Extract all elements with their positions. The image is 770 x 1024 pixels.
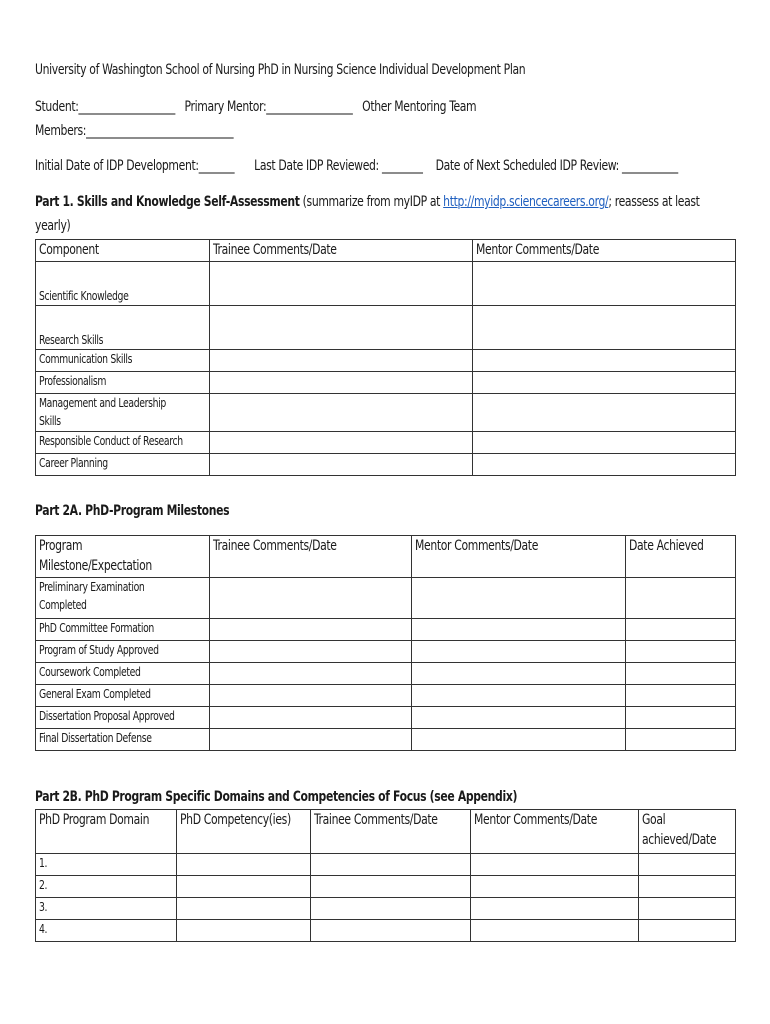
row-number: 3. <box>39 900 48 914</box>
row-label: Management and Leadership <box>39 396 166 410</box>
competency-cell[interactable] <box>177 920 311 942</box>
column-header: Mentor Comments/Date <box>474 812 598 828</box>
mentor-comment-cell[interactable] <box>473 454 736 476</box>
table-row <box>36 898 736 920</box>
date-achieved-cell[interactable] <box>626 641 736 663</box>
competency-cell[interactable] <box>177 854 311 876</box>
trainee-comment-cell[interactable] <box>210 619 412 641</box>
column-header: PhD Competency(ies) <box>180 812 291 828</box>
row-label: Responsible Conduct of Research <box>39 434 183 448</box>
myidp-link[interactable]: http://myidp.sciencecareers.org/ <box>443 194 609 210</box>
row-label: Career Planning <box>39 456 108 470</box>
column-header: Program <box>39 538 83 554</box>
row-label-cont: Skills <box>39 414 61 428</box>
table-row <box>36 578 736 619</box>
last-reviewed-field: Last Date IDP Reviewed: ________ <box>254 158 423 174</box>
mentor-comment-cell[interactable] <box>412 578 626 619</box>
dates-line <box>35 158 678 174</box>
table-row <box>36 432 736 454</box>
trainee-comment-cell[interactable] <box>210 578 412 619</box>
row-label: General Exam Completed <box>39 687 151 701</box>
mentor-comment-cell[interactable] <box>473 350 736 372</box>
date-achieved-cell[interactable] <box>626 619 736 641</box>
trainee-comment-cell[interactable] <box>210 454 473 476</box>
date-achieved-cell[interactable] <box>626 707 736 729</box>
table-row <box>36 394 736 432</box>
part1-heading <box>35 194 700 210</box>
mentor-comment-cell[interactable] <box>471 920 639 942</box>
mentor-comment-cell[interactable] <box>412 729 626 751</box>
mentor-comment-cell[interactable] <box>471 854 639 876</box>
mentor-comment-cell[interactable] <box>412 685 626 707</box>
row-label: Preliminary Examination <box>39 580 145 594</box>
row-label: Research Skills <box>39 333 104 347</box>
mentor-comment-cell[interactable] <box>471 876 639 898</box>
part2b-heading <box>35 789 517 805</box>
mentor-comment-cell[interactable] <box>412 619 626 641</box>
date-achieved-cell[interactable] <box>626 729 736 751</box>
trainee-comment-cell[interactable] <box>210 663 412 685</box>
mentor-comment-cell[interactable] <box>412 641 626 663</box>
trainee-comment-cell[interactable] <box>210 729 412 751</box>
part1-heading-post: ; reassess at least <box>608 194 700 210</box>
row-label-cont: Completed <box>39 598 87 612</box>
date-achieved-cell[interactable] <box>626 663 736 685</box>
mentor-comment-cell[interactable] <box>473 432 736 454</box>
mentor-comment-cell[interactable] <box>473 306 736 350</box>
trainee-comment-cell[interactable] <box>311 920 471 942</box>
trainee-comment-cell[interactable] <box>210 262 473 306</box>
column-header: Trainee Comments/Date <box>314 812 438 828</box>
document-title: University of Washington School of Nursing PhD in Nursing Science Individual Development Plan <box>35 62 526 78</box>
table-row <box>36 350 736 372</box>
table-header-row <box>36 536 736 578</box>
row-number: 4. <box>39 922 48 936</box>
mentor-comment-cell[interactable] <box>412 707 626 729</box>
goal-achieved-cell[interactable] <box>639 854 736 876</box>
table-row <box>36 641 736 663</box>
row-label: Coursework Completed <box>39 665 141 679</box>
trainee-comment-cell[interactable] <box>210 372 473 394</box>
table-row <box>36 619 736 641</box>
column-header: Goal <box>642 812 666 828</box>
table-row <box>36 920 736 942</box>
column-header-cont: achieved/Date <box>642 832 717 848</box>
part2a-table <box>35 535 736 751</box>
row-label: Final Dissertation Defense <box>39 731 152 745</box>
next-review-field: Date of Next Scheduled IDP Review: ___________ <box>435 158 678 174</box>
table-row <box>36 306 736 350</box>
student-mentor-line <box>35 99 476 115</box>
goal-achieved-cell[interactable] <box>639 920 736 942</box>
row-label: Professionalism <box>39 374 107 388</box>
table-row <box>36 854 736 876</box>
column-header: Mentor Comments/Date <box>415 538 539 554</box>
trainee-comment-cell[interactable] <box>210 641 412 663</box>
table-row <box>36 729 736 751</box>
mentor-comment-cell[interactable] <box>473 262 736 306</box>
trainee-comment-cell[interactable] <box>210 350 473 372</box>
column-header: PhD Program Domain <box>39 812 150 828</box>
row-label: PhD Committee Formation <box>39 621 154 635</box>
row-number: 2. <box>39 878 48 892</box>
part1-heading-pre: (summarize from myIDP at <box>299 194 444 210</box>
part1-heading-bold: Part 1. Skills and Knowledge Self-Assessment <box>35 194 300 210</box>
trainee-comment-cell[interactable] <box>210 306 473 350</box>
part2a-heading-text: Part 2A. PhD-Program Milestones <box>35 503 230 519</box>
part2a-heading <box>35 503 229 519</box>
table-header-row <box>36 240 736 262</box>
column-header: Trainee Comments/Date <box>213 538 337 554</box>
mentor-comment-cell[interactable] <box>473 394 736 432</box>
table-row <box>36 372 736 394</box>
mentor-comment-cell[interactable] <box>473 372 736 394</box>
column-header: Trainee Comments/Date <box>213 242 337 258</box>
part2b-heading-text: Part 2B. PhD Program Specific Domains and Competencies of Focus (see Appendix) <box>35 789 518 805</box>
column-header: Component <box>39 242 99 258</box>
column-header-cont: Milestone/Expectation <box>39 558 152 574</box>
table-row <box>36 663 736 685</box>
goal-achieved-cell[interactable] <box>639 898 736 920</box>
competency-cell[interactable] <box>177 876 311 898</box>
table-row <box>36 876 736 898</box>
trainee-comment-cell[interactable] <box>210 685 412 707</box>
part1-heading-line2: yearly) <box>35 218 71 234</box>
row-label: Dissertation Proposal Approved <box>39 709 175 723</box>
trainee-comment-cell[interactable] <box>210 394 473 432</box>
trainee-comment-cell[interactable] <box>311 854 471 876</box>
trainee-comment-cell[interactable] <box>210 432 473 454</box>
row-label: Communication Skills <box>39 352 133 366</box>
row-number: 1. <box>39 856 48 870</box>
date-achieved-cell[interactable] <box>626 578 736 619</box>
part1-table <box>35 239 736 476</box>
mentor-comment-cell[interactable] <box>471 898 639 920</box>
student-field: Student:___________________ <box>35 99 175 115</box>
table-row <box>36 707 736 729</box>
trainee-comment-cell[interactable] <box>311 898 471 920</box>
goal-achieved-cell[interactable] <box>639 876 736 898</box>
row-label: Program of Study Approved <box>39 643 159 657</box>
trainee-comment-cell[interactable] <box>311 876 471 898</box>
initial-date-field: Initial Date of IDP Development:_______ <box>35 158 235 174</box>
competency-cell[interactable] <box>177 898 311 920</box>
members-field: Members:_____________________________ <box>35 123 234 139</box>
primary-mentor-field: Primary Mentor:_________________ <box>184 99 353 115</box>
other-mentoring-label: Other Mentoring Team <box>362 99 477 115</box>
mentor-comment-cell[interactable] <box>412 663 626 685</box>
row-label: Scientific Knowledge <box>39 289 129 303</box>
trainee-comment-cell[interactable] <box>210 707 412 729</box>
date-achieved-cell[interactable] <box>626 685 736 707</box>
table-row <box>36 262 736 306</box>
table-header-row <box>36 810 736 854</box>
column-header: Mentor Comments/Date <box>476 242 600 258</box>
part2b-table <box>35 809 736 942</box>
table-row <box>36 454 736 476</box>
table-row <box>36 685 736 707</box>
column-header: Date Achieved <box>629 538 704 554</box>
